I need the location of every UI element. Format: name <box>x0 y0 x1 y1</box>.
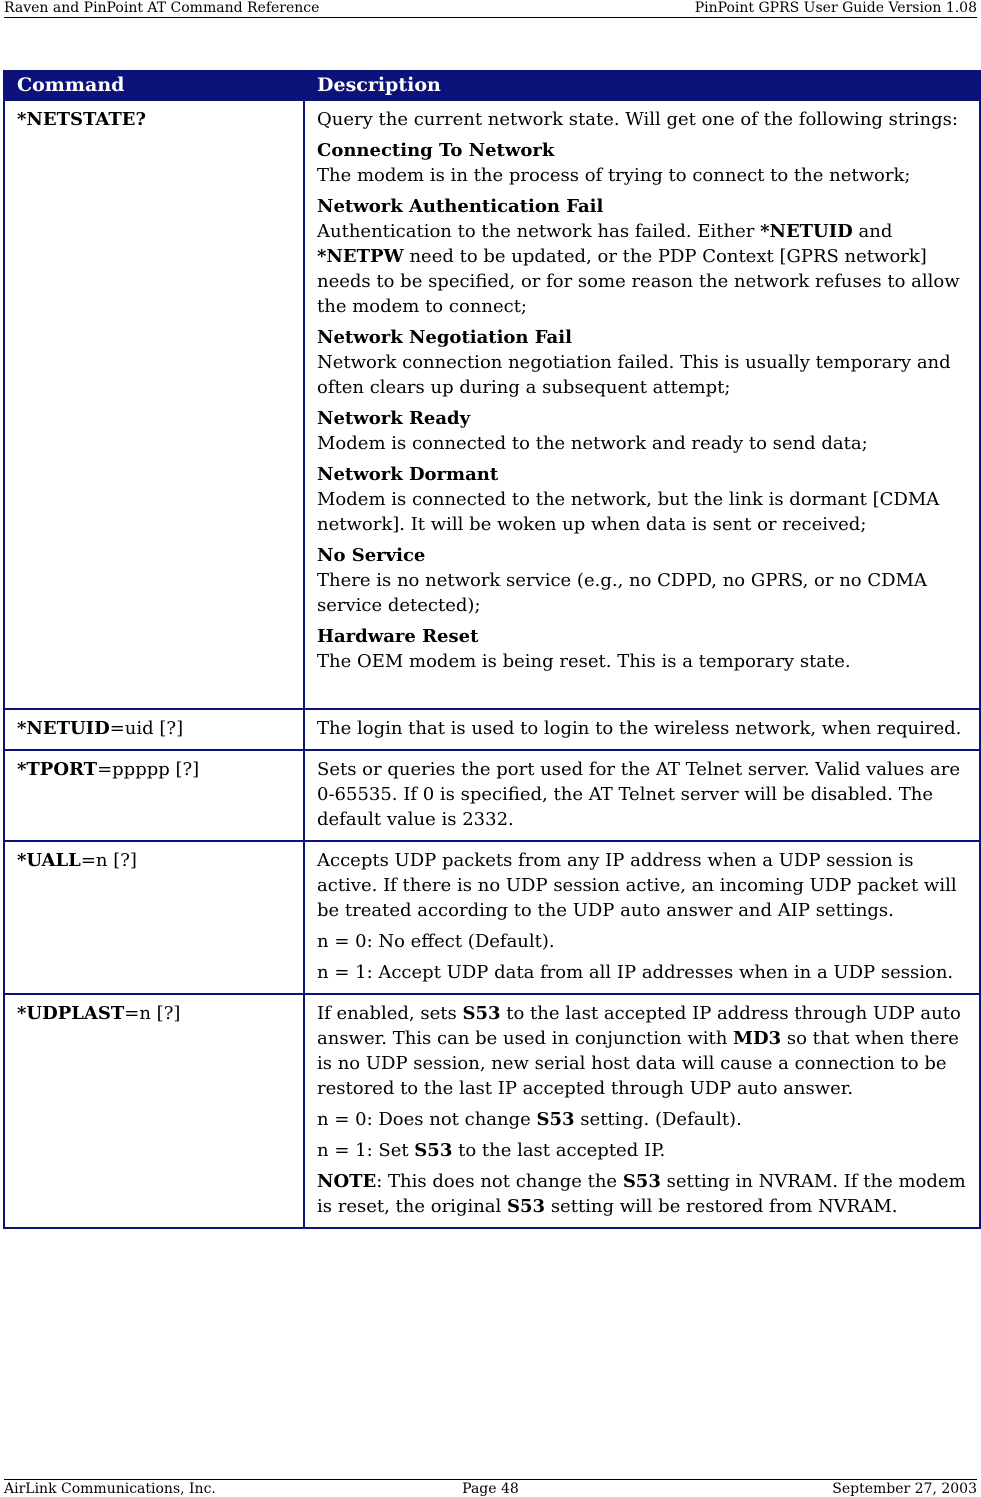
state-item <box>317 624 969 674</box>
command-name: *TPORT <box>17 759 98 780</box>
description-text: Accepts UDP packets from any IP address when a UDP session is active. If there is no UDP session active, an incoming UDP packet will be treated according to the UDP auto answer and AIP settings. <box>317 850 957 921</box>
description-text <box>317 1001 969 1101</box>
command-args: =ppppp [?] <box>97 759 200 780</box>
state-title: Hardware Reset <box>317 626 479 647</box>
state-text: need to be updated, or the PDP Context [GPRS network] needs to be specified, or for some reason the network refuses to allow the modem to connect; <box>317 246 960 317</box>
state-title: Network Ready <box>317 408 471 429</box>
text-run: If enabled, sets <box>317 1003 463 1024</box>
footer-date: September 27, 2003 <box>832 1481 977 1497</box>
table-row <box>4 100 980 709</box>
state-text: Network connection negotiation failed. This is usually temporary and often clears up during a subsequent attempt; <box>317 352 951 398</box>
command-cell <box>4 709 304 750</box>
text-run: so that when there is no UDP session, new serial host data will cause a connection to be restored to the last IP accepted through UDP auto answer. <box>317 1028 959 1099</box>
page-header <box>4 0 977 18</box>
command-cell: *NETSTATE? <box>4 100 304 709</box>
text-run: : This does not change the <box>376 1171 623 1192</box>
command-table <box>3 70 981 1229</box>
option-text: n = 0: No effect (Default). <box>317 931 555 952</box>
table-row <box>4 750 980 841</box>
command-ref: S53 <box>507 1196 546 1217</box>
state-item <box>317 462 969 537</box>
option-text <box>317 1138 969 1163</box>
column-header-description: Description <box>304 71 980 100</box>
description-text: Sets or queries the port used for the AT Telnet server. Valid values are 0-65535. If 0 is specified, the AT Telnet server will be disabled. The default value is 2332. <box>317 759 960 830</box>
description-cell <box>304 841 980 994</box>
table-header-row <box>4 71 980 100</box>
netstate-intro: Query the current network state. Will get one of the following strings: <box>317 109 958 130</box>
description-cell <box>304 100 980 709</box>
command-ref: *NETPW <box>317 246 404 267</box>
text-run: n = 1: Set <box>317 1140 415 1161</box>
description-text: The login that is used to login to the wireless network, when required. <box>317 718 962 739</box>
footer-left: AirLink Communications, Inc. <box>4 1481 216 1497</box>
command-ref: MD3 <box>733 1028 782 1049</box>
text-run: to the last accepted IP. <box>452 1140 666 1161</box>
table-row <box>4 709 980 750</box>
command-args: =n [?] <box>80 850 137 871</box>
state-title: Network Dormant <box>317 464 499 485</box>
table-row <box>4 841 980 994</box>
state-title: Connecting To Network <box>317 140 555 161</box>
command-args: =uid [?] <box>109 718 184 739</box>
note-text <box>317 1169 969 1219</box>
command-ref: S53 <box>414 1140 453 1161</box>
state-item <box>317 543 969 618</box>
column-header-command: Command <box>4 71 304 100</box>
description-cell <box>304 994 980 1228</box>
command-name: *NETUID <box>17 718 110 739</box>
state-text: There is no network service (e.g., no CDPD, no GPRS, or no CDMA service detected); <box>317 570 927 616</box>
command-cell <box>4 994 304 1228</box>
state-text: Authentication to the network has failed. Either <box>317 221 761 242</box>
text-run: to the last accepted IP address through UDP auto answer. This can be used in conjunction with <box>317 1003 961 1049</box>
note-label: NOTE <box>317 1171 377 1192</box>
state-text: The OEM modem is being reset. This is a temporary state. <box>317 651 851 672</box>
state-item <box>317 406 969 456</box>
state-text: and <box>852 221 893 242</box>
command-cell <box>4 750 304 841</box>
state-title: Network Authentication Fail <box>317 196 604 217</box>
state-item <box>317 325 969 400</box>
command-ref: S53 <box>462 1003 501 1024</box>
command-ref: S53 <box>536 1109 575 1130</box>
header-left: Raven and PinPoint AT Command Reference <box>4 0 320 16</box>
command-args: =n [?] <box>124 1003 181 1024</box>
state-title: Network Negotiation Fail <box>317 327 572 348</box>
state-text: Modem is connected to the network, but the link is dormant [CDMA network]. It will be woken up when data is sent or received; <box>317 489 940 535</box>
text-run: setting in NVRAM. If the modem is reset, the original <box>317 1171 966 1217</box>
state-title: No Service <box>317 545 426 566</box>
table-row <box>4 994 980 1228</box>
page-number: Page 48 <box>462 1481 519 1497</box>
header-right: PinPoint GPRS User Guide Version 1.08 <box>694 0 977 16</box>
state-text: Modem is connected to the network and ready to send data; <box>317 433 868 454</box>
command-cell <box>4 841 304 994</box>
description-cell <box>304 750 980 841</box>
command-ref: *NETUID <box>760 221 853 242</box>
page-footer <box>4 1479 977 1496</box>
option-text: n = 1: Accept UDP data from all IP addresses when in a UDP session. <box>317 962 954 983</box>
description-cell <box>304 709 980 750</box>
state-item <box>317 138 969 188</box>
text-run: setting will be restored from NVRAM. <box>545 1196 898 1217</box>
text-run: setting. (Default). <box>574 1109 742 1130</box>
command-name: *UDPLAST <box>17 1003 125 1024</box>
text-run: n = 0: Does not change <box>317 1109 537 1130</box>
state-text: The modem is in the process of trying to connect to the network; <box>317 165 911 186</box>
state-item <box>317 194 969 319</box>
command-name: *UALL <box>17 850 81 871</box>
option-text <box>317 1107 969 1132</box>
command-ref: S53 <box>622 1171 661 1192</box>
